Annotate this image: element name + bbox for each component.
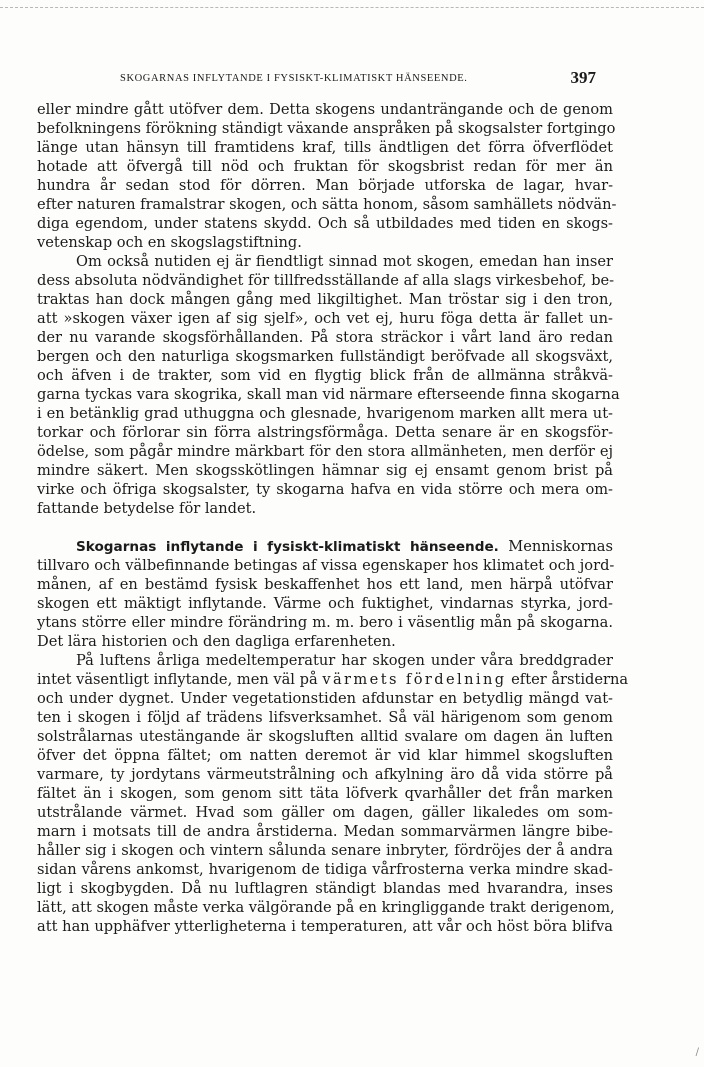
text-line: skogen ett mäktigt inflytande. Värme och fuktighet, vindarnas styrka, jord- bbox=[37, 595, 613, 612]
scan-top-edge bbox=[0, 7, 704, 8]
text-line: varmare, ty jordytans värmeutstrålning och afkylning äro då vida större på bbox=[37, 766, 613, 783]
text-line: och under dygnet. Under vegetationstiden afdunstar en betydlig mängd vat- bbox=[37, 690, 613, 707]
text-line: sidan vårens ankomst, hvarigenom de tidiga vårfrosterna verka mindre skad- bbox=[37, 861, 613, 878]
page-header bbox=[120, 70, 596, 90]
text-line: traktas han dock mången gång med likgiltighet. Man tröstar sig i den tron, bbox=[37, 291, 613, 308]
text-line: mindre säkert. Men skogsskötlingen hämnar sig ej ensamt genom brist på bbox=[37, 462, 613, 479]
text-line: utstrålande värmet. Hvad som gäller om dagen, gäller likaledes om som- bbox=[37, 804, 613, 821]
text-line: solstrålarnas utestängande är skogsluften alltid svalare om dagen än luften bbox=[37, 728, 613, 745]
text-line: virke och öfriga skogsalster, ty skogarna hafva en vida större och mera om- bbox=[37, 481, 613, 498]
text-line: bergen och den naturliga skogsmarken fullständigt beröfvade all skogsväxt, bbox=[37, 348, 613, 365]
margin-mark: / bbox=[695, 1047, 699, 1058]
text-line: Om också nutiden ej är fiendtligt sinnad mot skogen, emedan han inser bbox=[76, 253, 613, 270]
text-line: ten i skogen i följd af trädens lifsverksamhet. Så väl härigenom som genom bbox=[37, 709, 613, 726]
text-line: befolkningens förökning ständigt växande anspråken på skogsalster fortgingo bbox=[37, 120, 616, 137]
running-title: SKOGARNAS INFLYTANDE I FYSISKT-KLIMATISKT HÄNSEENDE. bbox=[120, 73, 468, 84]
text-line: att han upphäfver ytterligheterna i temperaturen, att vår och höst böra blifva bbox=[37, 918, 613, 935]
text-line: öfver det öppna fältet; om natten deremot är vid klar himmel skogsluften bbox=[37, 747, 613, 764]
body-text bbox=[37, 100, 629, 936]
text-line: dess absoluta nödvändighet för tillfredsställande af alla slags virkesbehof, be- bbox=[37, 272, 615, 289]
text-line: På luftens årliga medeltemperatur har skogen under våra breddgrader bbox=[76, 652, 613, 669]
text-run: efter årstiderna bbox=[511, 671, 629, 688]
text-line-mixed bbox=[37, 670, 629, 689]
text-line: i en betänklig grad uthuggna och glesnade, hvarigenom marken allt mera ut- bbox=[37, 405, 613, 422]
spaced-emphasis: värmets fördelning bbox=[322, 671, 507, 688]
text-line: diga egendom, under statens skydd. Och så utbildades med tiden en skogs- bbox=[37, 215, 613, 232]
text-line: eller mindre gått utöfver dem. Detta skogens undanträngande och de genom bbox=[37, 101, 613, 118]
text-line: marn i motsats till de andra årstiderna. Medan sommarvärmen längre bibe- bbox=[37, 823, 613, 840]
text-line: torkar och förlorar sin förra alstringsförmåga. Detta senare är en skogsför- bbox=[37, 424, 613, 441]
paragraph-gap bbox=[37, 518, 613, 537]
text-line: ytans större eller mindre förändring m. m. bero i väsentlig mån på skogarna. bbox=[37, 614, 613, 631]
section-heading-line bbox=[37, 537, 613, 556]
section-heading: Skogarnas inflytande i fysiskt-klimatiskt hänseende. bbox=[76, 539, 499, 555]
text-line: ligt i skogbygden. Då nu luftlagren ständigt blandas med hvarandra, inses bbox=[37, 880, 613, 897]
text-run: Menniskornas bbox=[508, 538, 613, 555]
page-number: 397 bbox=[570, 68, 596, 87]
text-line: att »skogen växer igen af sig sjelf», och vet ej, huru föga detta är fallet un- bbox=[37, 310, 613, 327]
text-line: vetenskap och en skogslagstiftning. bbox=[37, 234, 302, 251]
text-line: der nu varande skogsförhållanden. På stora sträckor i vårt land äro redan bbox=[37, 329, 613, 346]
text-line: ödelse, som pågår mindre märkbart för den stora allmänheten, men derför ej bbox=[37, 443, 613, 460]
text-line: lätt, att skogen måste verka välgörande på en kringliggande trakt derigenom, bbox=[37, 899, 615, 916]
text-line: hotade att öfvergå till nöd och fruktan för skogsbrist redan för mer än bbox=[37, 158, 613, 175]
text-line: länge utan hänsyn till framtidens kraf, tills ändtligen det förra öfverflödet bbox=[37, 139, 613, 156]
text-line: månen, af en bestämd fysisk beskaffenhet hos ett land, men härpå utöfvar bbox=[37, 576, 613, 593]
text-line: garna tyckas vara skogrika, skall man vid närmare efterseende finna skogarna bbox=[37, 386, 620, 403]
text-line: fattande betydelse för landet. bbox=[37, 500, 257, 517]
text-line: hundra år sedan stod för dörren. Man började utforska de lagar, hvar- bbox=[37, 177, 613, 194]
text-line: efter naturen framalstrar skogen, och sätta honom, såsom samhällets nödvän- bbox=[37, 196, 617, 213]
text-line: och äfven i de trakter, som vid en flygtig blick från de allmänna stråkvä- bbox=[37, 367, 613, 384]
text-line: Det lära historien och den dagliga erfarenheten. bbox=[37, 633, 396, 650]
text-run: intet väsentligt inflytande, men väl på bbox=[37, 671, 318, 688]
text-line: håller sig i skogen och vintern sålunda senare inbryter, fördröjes der å andra bbox=[37, 842, 613, 859]
text-line: tillvaro och välbefinnande betingas af vissa egenskaper hos klimatet och jord- bbox=[37, 557, 615, 574]
text-line: fältet än i skogen, som genom sitt täta löfverk qvarhåller det från marken bbox=[37, 785, 613, 802]
